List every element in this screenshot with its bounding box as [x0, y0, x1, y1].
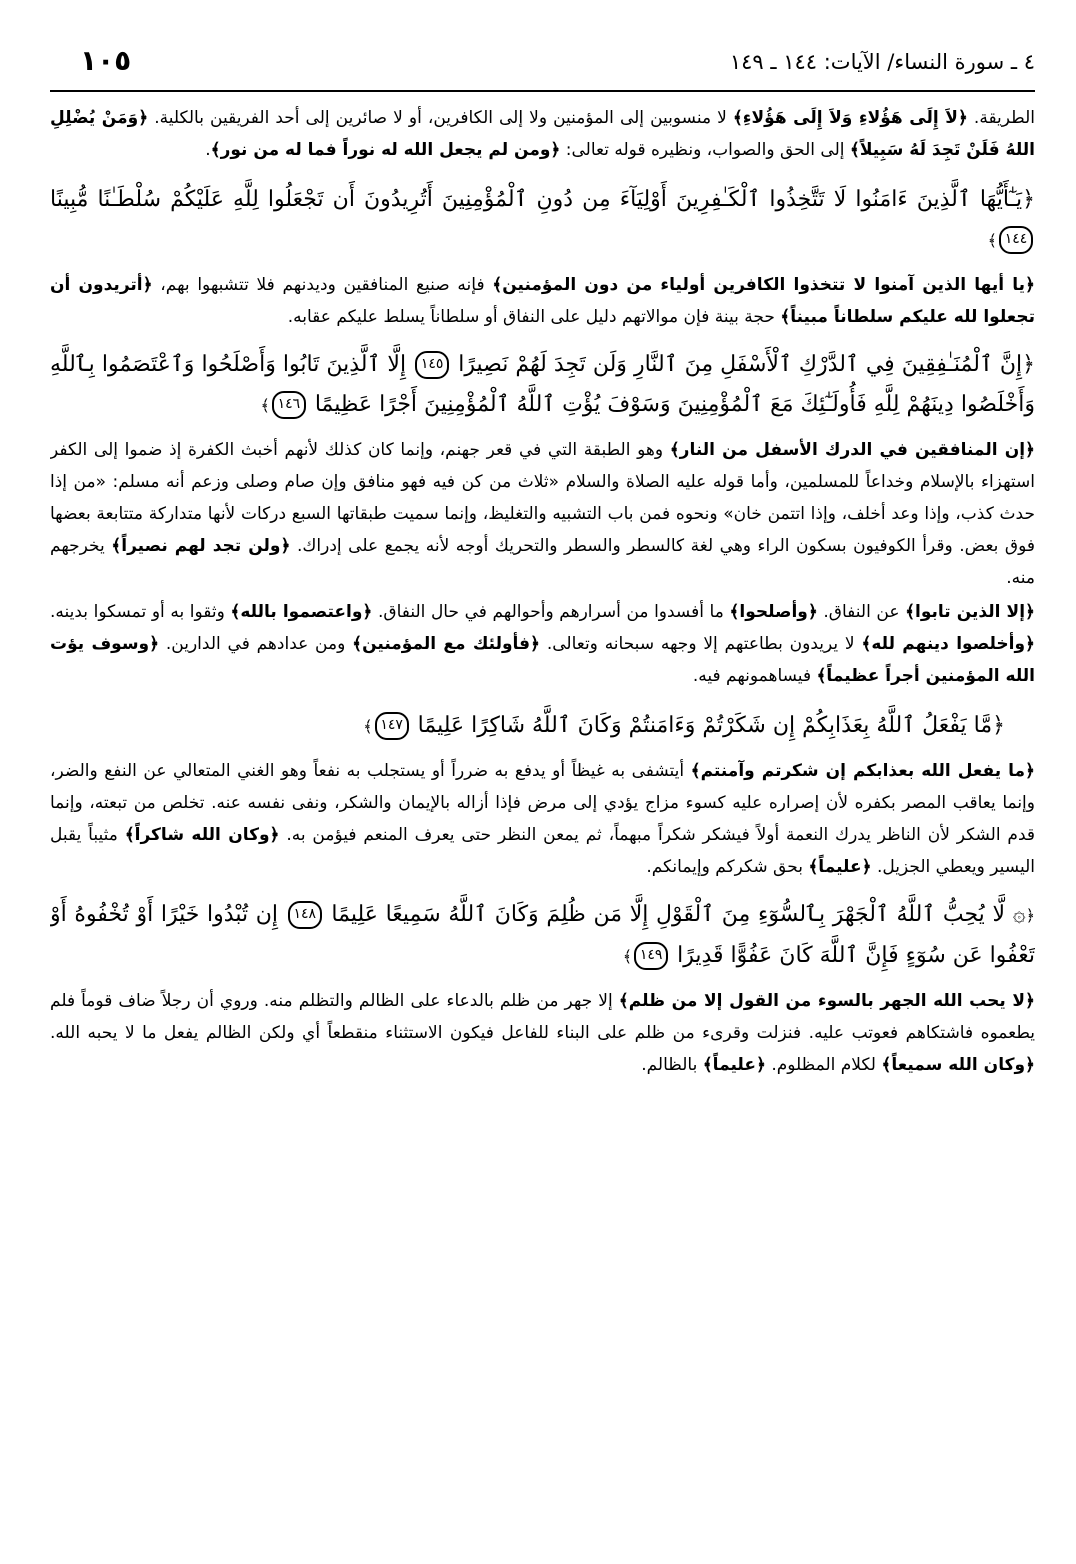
verse-block-147 — [50, 706, 1035, 747]
page — [50, 38, 1035, 1538]
quran-quote: ﴿أتريدون أن تجعلوا لله عليكم سلطاناً مبيناً﴾ — [50, 275, 1035, 327]
quran-quote: ﴿وسوف يؤت الله المؤمنين أجراً عظيماً﴾ — [50, 634, 1035, 686]
commentary-paragraph-4: ﴿إلا الذين تابوا﴾ عن النفاق. ﴿وأصلحوا﴾ ما أفسدوا من أسرارهم وأحوالهم في حال النفاق. ﴿واعتصموا بالله﴾ وثقوا به أو تمسكوا بدينه. ﴿وأخلصوا دينهم لله﴾ لا يريدون بطاعتهم إلا وجهه سبحانه وتعالى. ﴿فأولئك مع المؤمنين﴾ ومن عدادهم في الدارين. ﴿وسوف يؤت الله المؤمنين أجراً عظيماً﴾ فيساهمونهم فيه. — [50, 602, 1035, 686]
commentary-paragraph-6: ﴿لا يحب الله الجهر بالسوء من القول إلا من ظلم﴾ إلا جهر من ظلم بالدعاء على الظالم والتظلم منه. وروي أن رجلاً ضاف قوماً فلم يطعموه فاشتكاهم فعوتب عليه. فنزلت وقرىء من ظلم على البناء للفاعل فيكون الاستثناء منقطعاً أي ولكن الظالم يفعل ما لا يحبه الله. ﴿وكان الله سميعاً﴾ لكلام المظلوم. ﴿عليماً﴾ بالظالم. — [50, 991, 1035, 1075]
commentary-paragraph-2: ﴿يا أيها الذين آمنوا لا تتخذوا الكافرين أولياء من دون المؤمنين﴾ فإنه صنيع المنافقين وديدنهم فلا تتشبهوا بهم، ﴿أتريدون أن تجعلوا لله عليكم سلطاناً مبيناً﴾ حجة بينة فإن موالاتهم دليل على النفاق أو سلطاناً يسلط عليكم عقابه. — [50, 275, 1035, 327]
ayah-number-marker: ١٤٦ — [272, 391, 306, 419]
quran-quote: ﴿فأولئك مع المؤمنين﴾ — [352, 634, 541, 654]
ayah-number-marker: ١٤٧ — [375, 712, 409, 740]
page-content — [50, 102, 1035, 1081]
quran-quote: ﴿لا يحب الله الجهر بالسوء من القول إلا من ظلم﴾ — [618, 991, 1035, 1011]
quran-quote: ﴿إلا الذين تابوا﴾ — [905, 602, 1035, 622]
verse-text: ﴿يَـٰٓأَيُّهَا ٱلَّذِينَ ءَامَنُوا لَا تَتَّخِذُوا ٱلْكَـٰفِرِينَ أَوْلِيَآءَ مِن دُونِ ٱلْمُؤْمِنِينَ أَتُرِيدُونَ أَن تَجْعَلُوا لِلَّهِ عَلَيْكُمْ سُلْطَـٰنًا مُّبِينًا — [50, 187, 1035, 212]
commentary-paragraph-3: ﴿إن المنافقين في الدرك الأسفل من النار﴾ وهو الطبقة التي في قعر جهنم، وإنما كان كذلك لأنهم أخبث الكفرة إذ ضموا إلى الكفر استهزاء بالإسلام وخداعاً للمسلمين، وأما قوله عليه الصلاة والسلام «ثلاث من كن فيه فهو منافق وإن صام وصلى وزعم أنه مسلم: «من إذا حدث كذب، وإذا وعد أخلف، وإذا اتتمن خان» ونحوه فمن باب التشبيه والتغليظ، وإنما سميت طبقاتها السبع دركات لأنها متداركة متتابعة بعضها فوق بعض. وقرأ الكوفيون بسكون الراء وهي لغة كالسطر والسطر والتحريك أوجه لأنه يجمع على إدراك. ﴿ولن تجد لهم نصيراً﴾ يخرجهم منه. — [50, 440, 1035, 588]
quran-quote: ﴿ما يفعل الله بعذابكم إن شكرتم وآمنتم﴾ — [690, 761, 1035, 781]
verse-block-144 — [50, 180, 1035, 261]
ayah-number-marker: ١٤٨ — [288, 901, 322, 929]
quran-quote: ﴿عليماً﴾ — [808, 857, 872, 877]
ayah-number-marker: ١٤٩ — [634, 942, 668, 970]
ayah-number-marker: ١٤٤ — [999, 226, 1033, 254]
closing-bracket: ﴾ — [987, 231, 997, 250]
quran-quote: ﴿ولن تجد لهم نصيراً﴾ — [111, 536, 291, 556]
quran-quote: ﴿وكان الله سميعاً﴾ — [881, 1055, 1035, 1075]
quran-quote: ﴿ومن لم يجعل الله له نوراً فما له من نور﴾ — [210, 140, 561, 160]
verse-text: ﴿إِنَّ ٱلْمُنَـٰفِقِينَ فِي ٱلدَّرْكِ ٱلْأَسْفَلِ مِنَ ٱلنَّارِ وَلَن تَجِدَ لَهُمْ نَصِيرًا — [458, 352, 1035, 377]
header-title: ٤ ـ سورة النساء/ الآيات: ١٤٤ ـ ١٤٩ — [729, 50, 1035, 74]
quran-quote: ﴿يا أيها الذين آمنوا لا تتخذوا الكافرين أولياء من دون المؤمنين﴾ — [492, 275, 1035, 295]
quran-quote: ﴿وأخلصوا دينهم لله﴾ — [861, 634, 1035, 654]
verse-text: ﴿مَّا يَفْعَلُ ٱللَّهُ بِعَذَابِكُمْ إِن شَكَرْتُمْ وَءَامَنتُمْ وَكَانَ ٱللَّهُ شَاكِرًا عَلِيمًا — [417, 713, 1005, 738]
closing-bracket: ﴾ — [260, 396, 270, 415]
verse-block-145-146 — [50, 345, 1035, 426]
verse-block-148-149 — [50, 895, 1035, 977]
quran-quote: ﴿وَمَنْ يُضْلِلِ اللهُ فَلَنْ تَجِدَ لَهُ سَبِيلاً﴾ — [50, 108, 1035, 160]
commentary-paragraph-5: ﴿ما يفعل الله بعذابكم إن شكرتم وآمنتم﴾ أيتشفى به غيظاً أو يدفع به ضرراً أو يستجلب به نفعاً وهو الغني المتعالي عن النفع والضر، وإنما يعاقب المصر بكفره لأن إصراره عليه كسوء مزاج يؤدي إلى مرض فإذا أزاله بالإيمان والشكر، ونفى نفسه عنه. تخلص من تبعته، وإنما قدم الشكر لأن الناظر يدرك النعمة أولاً فيشكر شكراً مبهماً، ثم يمعن النظر حتى يعرف المنعم فيؤمن به. ﴿وكان الله شاكراً﴾ مثيباً يقبل اليسير ويعطي الجزيل. ﴿عليماً﴾ بحق شكركم وإيمانكم. — [50, 761, 1035, 877]
quran-quote: ﴿عليماً﴾ — [702, 1055, 766, 1075]
quran-quote: ﴿إن المنافقين في الدرك الأسفل من النار﴾ — [669, 440, 1035, 460]
closing-bracket: ﴾ — [622, 947, 633, 966]
closing-bracket: ﴾ — [363, 717, 373, 736]
verse-text: إِن تُبْدُوا خَيْرًا أَوْ تُخْفُوهُ أَوْ تَعْفُوا عَن سُوٓءٍ فَإِنَّ ٱللَّهَ كَانَ عَفُوًّا قَدِيرًا — [50, 902, 1035, 968]
page-number: ١٠٥ — [80, 44, 132, 77]
opening-bracket: ﴿ — [1025, 906, 1035, 925]
ayah-number-marker: ١٤٥ — [415, 351, 449, 379]
quran-quote: ﴿وكان الله شاكراً﴾ — [124, 825, 280, 845]
running-header — [50, 38, 1035, 92]
quran-quote: ﴿واعتصموا بالله﴾ — [230, 602, 373, 622]
quran-quote: ﴿وأصلحوا﴾ — [729, 602, 818, 622]
commentary-paragraph-1: الطريقة. ﴿لاَ إِلَى هَؤُلاءِ وَلاَ إِلَى هَؤُلاءِ﴾ لا منسوبين إلى المؤمنين ولا إلى الكافرين، أو لا صائرين إلى أحد الفريقين بالكلية. ﴿وَمَنْ يُضْلِلِ اللهُ فَلَنْ تَجِدَ لَهُ سَبِيلاً﴾ إلى الحق والصواب، ونظيره قوله تعالى: ﴿ومن لم يجعل الله له نوراً فما له من نور﴾. — [50, 108, 1035, 160]
verse-text: إِلَّا ٱلَّذِينَ تَابُوا وَأَصْلَحُوا وَٱعْتَصَمُوا بِٱللَّهِ وَأَخْلَصُوا دِينَهُمْ لِلَّهِ فَأُولَـٰٓئِكَ مَعَ ٱلْمُؤْمِنِينَ وَسَوْفَ يُؤْتِ ٱللَّهُ ٱلْمُؤْمِنِينَ أَجْرًا عَظِيمًا — [50, 352, 1035, 417]
quran-quote: ﴿لاَ إِلَى هَؤُلاءِ وَلاَ إِلَى هَؤُلاءِ﴾ — [732, 108, 968, 128]
verse-text: ۞ لَّا يُحِبُّ ٱللَّهُ ٱلْجَهْرَ بِٱلسُّوٓءِ مِنَ ٱلْقَوْلِ إِلَّا مَن ظُلِمَ وَكَانَ ٱللَّهُ سَمِيعًا عَلِيمًا — [331, 902, 1026, 927]
